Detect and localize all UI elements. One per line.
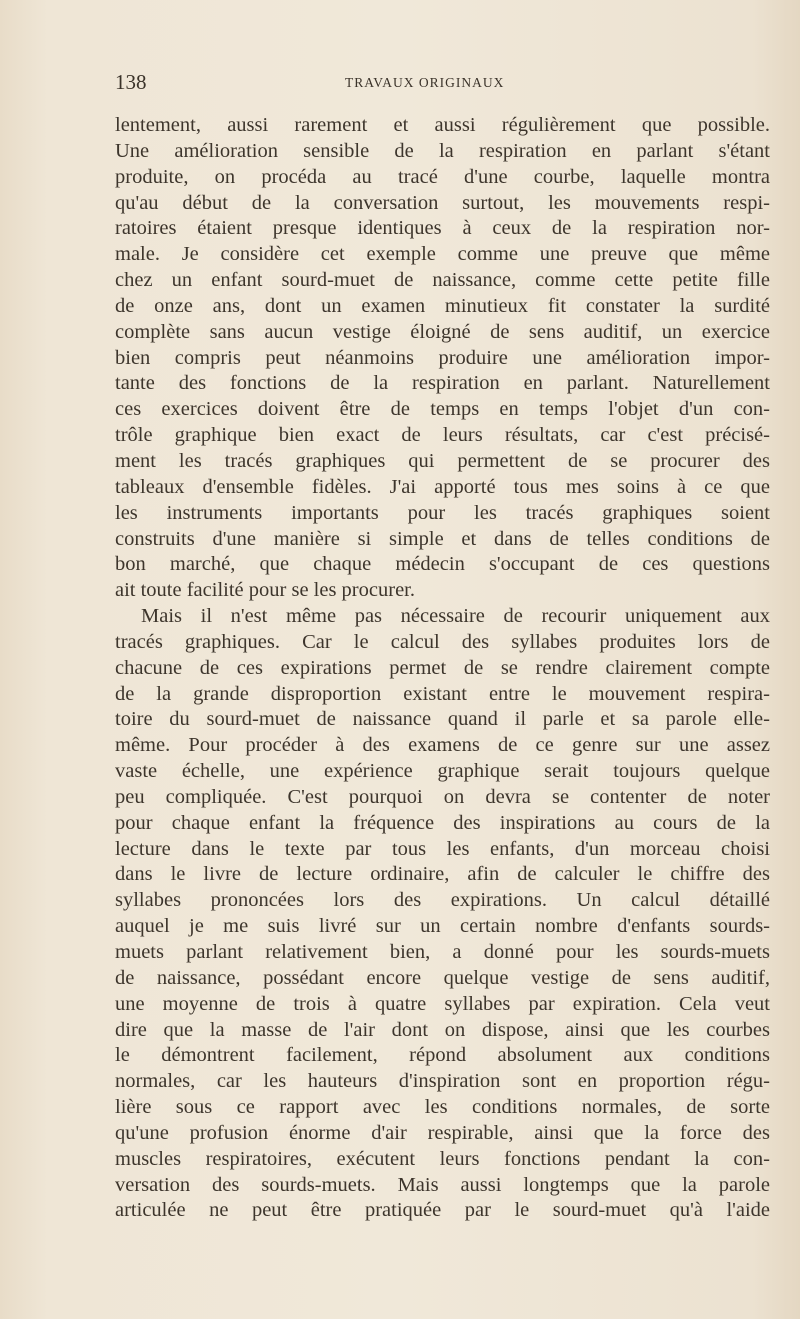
text-line: même. Pour procéder à des examens de ce genre sur une assez [115, 734, 770, 757]
text-line: toire du sourd-muet de naissance quand il parle et sa parole elle- [115, 708, 770, 731]
text-line: tableaux d'ensemble fidèles. J'ai apporté tous mes soins à ce que [115, 475, 770, 498]
text-line: une moyenne de trois à quatre syllabes par expiration. Cela veut [115, 992, 770, 1015]
text-line: lière sous ce rapport avec les conditions normales, de sorte [115, 1096, 770, 1119]
text-line: dire que la masse de l'air dont on dispose, ainsi que les courbes [115, 1018, 770, 1041]
text-line: male. Je considère cet exemple comme une preuve que même [115, 243, 770, 266]
text-line: syllabes prononcées lors des expirations. Un calcul détaillé [115, 889, 770, 912]
text-line: tracés graphiques. Car le calcul des syllabes produites lors de [115, 630, 770, 653]
text-line: pour chaque enfant la fréquence des inspirations au cours de la [115, 811, 770, 834]
text-line: muets parlant relativement bien, a donné pour les sourds-muets [115, 941, 770, 963]
text-line: de onze ans, dont un examen minutieux fit constater la surdité [115, 294, 770, 317]
text-line: ces exercices doivent être de temps en temps l'objet d'un con- [115, 398, 770, 421]
text-line: ait toute facilité pour se les procurer. [115, 579, 415, 602]
body-text [115, 113, 770, 1224]
text-line: normales, car les hauteurs d'inspiration sont en proportion régu- [115, 1070, 770, 1093]
text-line: qu'au début de la conversation surtout, les mouvements respi- [115, 191, 770, 214]
text-line: complète sans aucun vestige éloigné de sens auditif, un exercice [115, 320, 770, 343]
text-line: versation des sourds-muets. Mais aussi longtemps que la parole [115, 1173, 770, 1196]
text-line: vaste échelle, une expérience graphique serait toujours quelque [115, 760, 770, 783]
text-line: muscles respiratoires, exécutent leurs fonctions pendant la con- [115, 1147, 770, 1170]
text-line: lentement, aussi rarement et aussi régulièrement que possible. [115, 114, 770, 136]
text-line: le démontrent facilement, répond absolument aux conditions [115, 1044, 770, 1067]
text-line: bien compris peut néanmoins produire une amélioration impor- [115, 346, 770, 369]
text-line: peu compliquée. C'est pourquoi on devra se contenter de noter [115, 785, 770, 808]
text-line: qu'une profusion énorme d'air respirable, ainsi que la force des [115, 1121, 770, 1144]
text-line: construits d'une manière si simple et dans de telles conditions de [115, 527, 770, 550]
running-head: TRAVAUX ORIGINAUX [345, 75, 505, 90]
page-header [115, 70, 695, 94]
text-line: bon marché, que chaque médecin s'occupant de ces questions [115, 553, 770, 576]
text-line: tante des fonctions de la respiration en parlant. Naturellement [115, 372, 770, 395]
text-line: lecture dans le texte par tous les enfants, d'un morceau choisi [115, 837, 770, 860]
text-line: chacune de ces expirations permet de se rendre clairement compte [115, 656, 770, 679]
text-line: auquel je me suis livré sur un certain nombre d'enfants sourds- [115, 915, 770, 938]
text-line: articulée ne peut être pratiquée par le sourd-muet qu'à l'aide [115, 1199, 770, 1222]
paragraph-1 [115, 113, 770, 604]
text-line: ratoires étaient presque identiques à ceux de la respiration nor- [115, 217, 770, 240]
text-line: chez un enfant sourd-muet de naissance, comme cette petite fille [115, 269, 770, 292]
text-line: de la grande disproportion existant entre le mouvement respira- [115, 682, 770, 705]
text-line: dans le livre de lecture ordinaire, afin de calculer le chiffre des [115, 863, 770, 886]
text-line: de naissance, possédant encore quelque vestige de sens auditif, [115, 966, 770, 989]
page-number: 138 [115, 70, 147, 94]
text-line: Mais il n'est même pas nécessaire de recourir uniquement aux [141, 605, 770, 628]
text-line: produite, on procéda au tracé d'une courbe, laquelle montra [115, 165, 770, 188]
text-line: trôle graphique bien exact de leurs résultats, car c'est précisé- [115, 424, 770, 447]
text-line: Une amélioration sensible de la respiration en parlant s'étant [115, 139, 770, 162]
text-line: ment les tracés graphiques qui permettent de se procurer des [115, 449, 770, 472]
paragraph-2 [115, 604, 770, 1224]
text-line: les instruments importants pour les tracés graphiques soient [115, 501, 770, 524]
